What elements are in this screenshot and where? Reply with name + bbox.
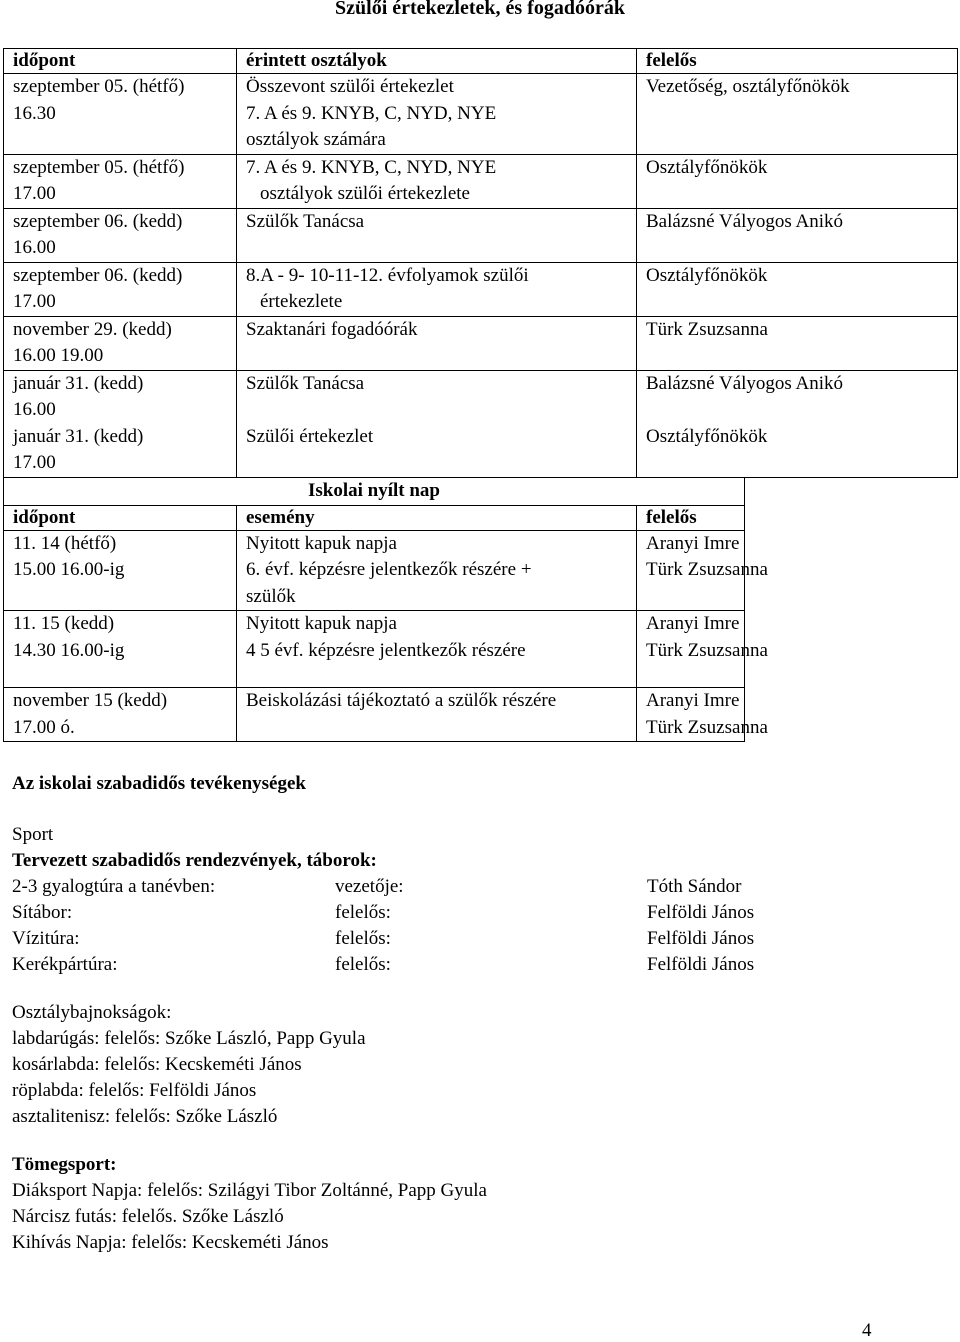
- list-item: Kihívás Napja: felelős: Kecskeméti János: [12, 1232, 329, 1253]
- table-row: [4, 74, 958, 155]
- list-item: asztalitenisz: felelős: Szőke László: [12, 1106, 278, 1127]
- classes-cell: 7. A és 9. KNYB, C, NYD, NYE osztályok szülői értekezlete: [237, 154, 637, 208]
- page-title: Szülői értekezletek, és fogadóórák: [335, 0, 625, 19]
- responsible-cell: Osztályfőnökök: [637, 262, 958, 316]
- table-row: [4, 316, 958, 370]
- column-header-responsible: felelős: [637, 49, 958, 74]
- planned-events-heading: Tervezett szabadidős rendezvények, táborok:: [12, 850, 377, 871]
- classes-cell: Összevont szülői értekezlet 7. A és 9. KNYB, C, NYD, NYE osztályok számára: [237, 74, 637, 155]
- classes-cell: Szülők Tanácsa: [237, 208, 637, 262]
- list-item: Nárcisz futás: felelős. Szőke László: [12, 1206, 284, 1227]
- table-row: [4, 154, 958, 208]
- mass-sport: [12, 1152, 487, 1256]
- open-day-table: [3, 477, 768, 742]
- list-item: Sítábor: felelős: Felföldi János: [12, 902, 755, 923]
- list-item: labdarúgás: felelős: Szőke László, Papp Gyula: [12, 1028, 366, 1049]
- table-header-row: [4, 49, 958, 74]
- classes-cell: 8.A - 9- 10-11-12. évfolyamok szülői értekezlete: [237, 262, 637, 316]
- time-cell: 11. 15 (kedd) 14.30 16.00-ig: [4, 611, 237, 688]
- event-cell: Nyitott kapuk napja 6. évf. képzésre jelentkezők részére + szülők: [237, 530, 637, 611]
- responsible-cell: Aranyi Imre Türk Zsuzsanna: [637, 688, 745, 742]
- time-cell: szeptember 05. (hétfő) 17.00: [4, 154, 237, 208]
- time-cell: január 31. (kedd) 17.00: [4, 424, 237, 478]
- time-cell: november 15 (kedd) 17.00 ó.: [4, 688, 237, 742]
- time-cell: szeptember 06. (kedd) 16.00: [4, 208, 237, 262]
- table-row: [4, 262, 958, 316]
- event-cell: Beiskolázási tájékoztató a szülők részére: [237, 688, 637, 742]
- table-row: [4, 208, 958, 262]
- section-caption-row: [4, 478, 745, 506]
- list-item: Kerékpártúra: felelős: Felföldi János: [12, 954, 755, 975]
- classes-cell: Szülői értekezlet: [237, 424, 637, 478]
- parent-meetings-table: [3, 48, 958, 478]
- list-item: kosárlabda: felelős: Kecskeméti János: [12, 1054, 302, 1075]
- mass-sport-heading: Tömegsport:: [12, 1154, 117, 1175]
- responsible-cell: Aranyi Imre Türk Zsuzsanna: [637, 530, 745, 611]
- time-cell: 11. 14 (hétfő) 15.00 16.00-ig: [4, 530, 237, 611]
- time-cell: január 31. (kedd) 16.00: [4, 370, 237, 424]
- class-championships: [12, 1000, 366, 1130]
- responsible-cell: Osztályfőnökök: [637, 424, 958, 478]
- responsible-cell: Türk Zsuzsanna: [637, 316, 958, 370]
- classes-cell: Szaktanári fogadóórák: [237, 316, 637, 370]
- table-row: [4, 530, 745, 611]
- table-row: [4, 688, 745, 742]
- column-header-event: esemény: [237, 505, 637, 530]
- responsible-cell: Vezetőség, osztályfőnökök: [637, 74, 958, 155]
- responsible-cell: Balázsné Vályogos Anikó: [637, 370, 958, 424]
- event-cell: Nyitott kapuk napja 4 5 évf. képzésre jelentkezők részére: [237, 611, 637, 688]
- list-item: röplabda: felelős: Felföldi János: [12, 1080, 257, 1101]
- column-header-time: időpont: [4, 49, 237, 74]
- table-row: [4, 611, 745, 688]
- section-caption: Iskolai nyílt nap: [4, 478, 745, 506]
- responsible-cell: Osztályfőnökök: [637, 154, 958, 208]
- column-header-responsible: felelős: [637, 505, 745, 530]
- sport-label: Sport: [12, 824, 54, 845]
- time-cell: szeptember 06. (kedd) 17.00: [4, 262, 237, 316]
- list-item: Vízitúra: felelős: Felföldi János: [12, 928, 755, 949]
- list-item: Diáksport Napja: felelős: Szilágyi Tibor Zoltánné, Papp Gyula: [12, 1180, 487, 1201]
- classes-cell: Szülők Tanácsa: [237, 370, 637, 424]
- responsible-cell: Aranyi Imre Türk Zsuzsanna: [637, 611, 745, 688]
- column-header-classes: érintett osztályok: [237, 49, 637, 74]
- page-number: 4: [862, 1320, 872, 1341]
- planned-events-list: [12, 874, 754, 978]
- championships-heading: Osztálybajnokságok:: [12, 1002, 172, 1023]
- column-header-time: időpont: [4, 505, 237, 530]
- time-cell: november 29. (kedd) 16.00 19.00: [4, 316, 237, 370]
- list-item: 2-3 gyalogtúra a tanévben: vezetője: Tóth Sándor: [12, 876, 742, 897]
- leisure-heading: Az iskolai szabadidős tevékenységek: [12, 773, 306, 794]
- time-cell: szeptember 05. (hétfő) 16.30: [4, 74, 237, 155]
- table-row: [4, 424, 958, 478]
- table-row: [4, 370, 958, 424]
- responsible-cell: Balázsné Vályogos Anikó: [637, 208, 958, 262]
- table-header-row: [4, 505, 745, 530]
